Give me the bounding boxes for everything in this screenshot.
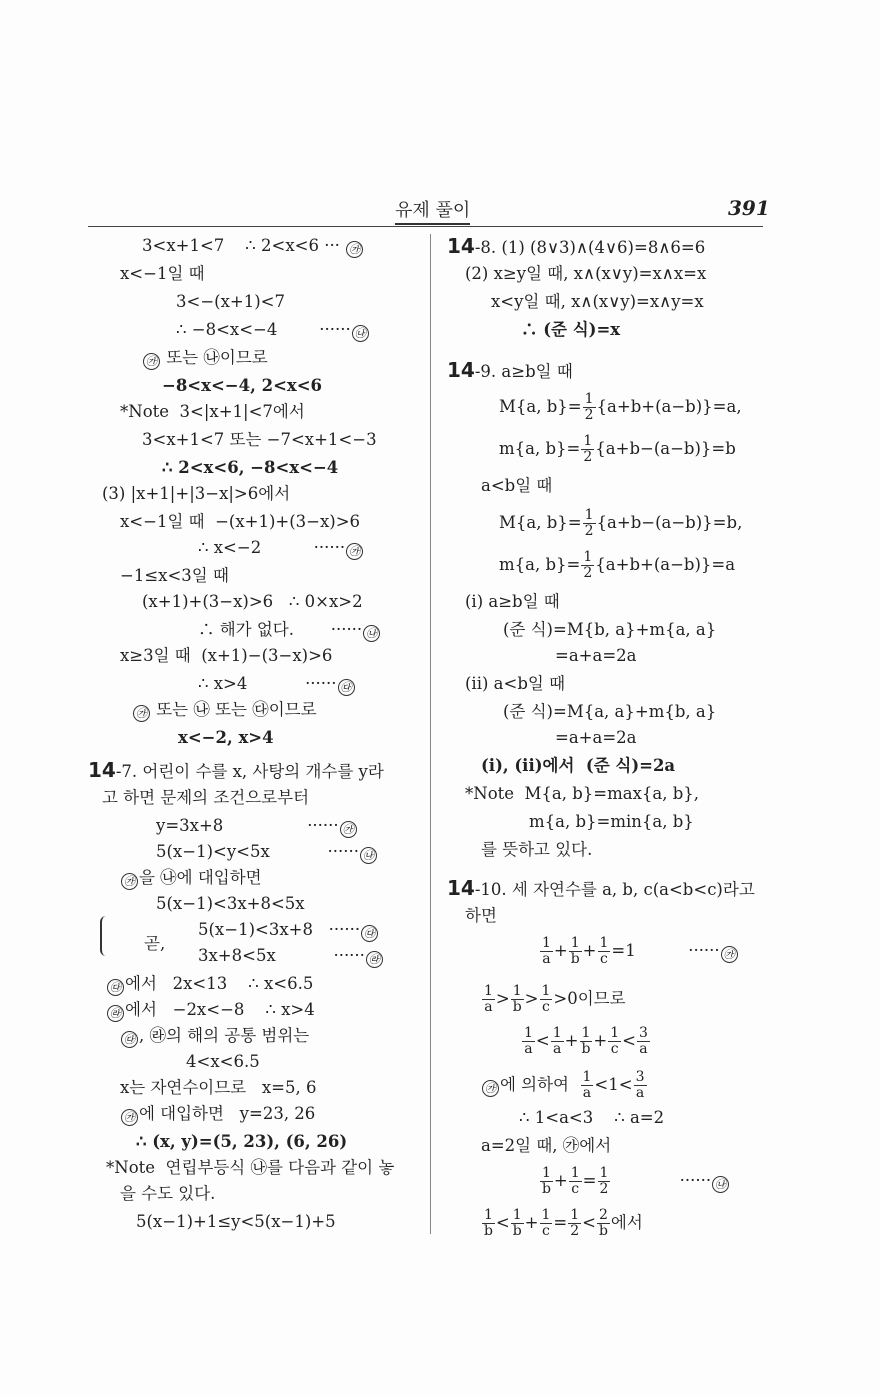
line-text: x<y일 때, x∧(x∨y)=x∧y=x	[491, 292, 704, 311]
text-line	[120, 646, 332, 666]
circled-mark: ㉮	[121, 1109, 138, 1126]
denominator: a	[639, 1041, 648, 1057]
line-text: a=2일 때, ㉮에서	[481, 1136, 612, 1155]
circled-mark: ㉯	[360, 847, 377, 864]
line-text: 에 의하여	[500, 1075, 580, 1094]
line-text: −8<x<−4, 2<x<6	[162, 376, 323, 395]
circled-mark: ㉮	[133, 705, 150, 722]
line-text: x<−1일 때 −(x+1)+(3−x)>6	[120, 512, 361, 531]
numerator: 1	[542, 935, 551, 951]
line-text: ∴ 1<a<3 ∴ a=2	[519, 1108, 665, 1127]
operator: +	[582, 941, 597, 960]
line-text: 하면	[465, 906, 497, 925]
denominator: c	[571, 1181, 580, 1197]
line-text: *Note 연립부등식 ㉯를 다음과 같이 놓	[106, 1158, 395, 1177]
text-line	[539, 936, 739, 967]
fraction	[482, 984, 495, 1015]
circled-mark: ㉰	[361, 925, 378, 942]
line-text: 3<x+1<7 또는 −7<x+1<−3	[142, 430, 377, 449]
text-line	[106, 1000, 315, 1022]
fraction	[580, 1026, 593, 1057]
text-line	[120, 868, 262, 890]
circled-mark: ㉰	[107, 979, 124, 996]
line-text: 또는 ㉯ 또는 ㉰이므로	[151, 700, 317, 719]
text-line	[106, 1158, 394, 1178]
numerator: 3	[635, 1069, 645, 1085]
denominator: b	[483, 1223, 493, 1239]
text-line	[144, 934, 165, 954]
line-text: ∴ (x, y)=(5, 23), (6, 26)	[136, 1132, 348, 1151]
line-text: m{a, b}=	[499, 439, 581, 458]
text-line	[521, 320, 620, 340]
text-line	[156, 816, 358, 838]
text-line	[120, 1078, 316, 1098]
operator: +	[553, 941, 568, 960]
fraction	[540, 1208, 553, 1239]
text-line	[198, 674, 356, 696]
denominator: b	[541, 1181, 551, 1197]
fraction	[597, 1208, 610, 1239]
numerator: 1	[570, 1207, 580, 1223]
line-text: (준 식)=M{b, a}+m{a, a}	[503, 620, 717, 639]
circled-mark: ㉮	[346, 241, 363, 258]
line-text: ∴ (준 식)=x	[521, 320, 621, 339]
text-line	[499, 508, 742, 539]
line-text: , ㉱의 해의 공통 범위는	[139, 1026, 310, 1045]
operator: <	[495, 1213, 510, 1232]
operator: +	[524, 1213, 539, 1232]
line-text: 5(x−1)+1≤y<5(x−1)+5	[136, 1212, 336, 1231]
circled-mark: ㉮	[482, 1080, 499, 1097]
circled-mark: ㉮	[143, 353, 160, 370]
text-line	[162, 458, 338, 478]
problem-number: 14	[447, 358, 475, 382]
text-line	[465, 674, 565, 694]
text-line	[120, 1104, 315, 1126]
denominator: b	[570, 951, 580, 967]
circled-mark: ㉮	[340, 821, 357, 838]
denominator: c	[610, 1041, 619, 1057]
leader-dots: ······	[611, 1171, 712, 1190]
circled-mark: ㉯	[352, 325, 369, 342]
line-text: 고 하면 문제의 조건으로부터	[102, 788, 310, 807]
text-line	[156, 842, 378, 864]
circled-mark: ㉱	[107, 1005, 124, 1022]
text-line	[503, 620, 716, 640]
text-line	[539, 1166, 730, 1197]
line-text: (i) a≥b일 때	[465, 592, 560, 611]
problem-number: 14	[88, 758, 116, 782]
line-text: (준 식)=M{a, a}+m{b, a}	[503, 702, 717, 721]
line-text: ∴ x>4 ······	[198, 674, 337, 693]
numerator: 2	[599, 1207, 608, 1223]
text-line	[555, 646, 637, 666]
text-line	[519, 1108, 664, 1128]
denominator: c	[542, 1223, 550, 1239]
text-line	[465, 906, 497, 926]
fraction	[583, 508, 596, 539]
line-text: m{a, b}=	[499, 555, 581, 574]
column-divider	[430, 234, 431, 1234]
problem-number: 14	[447, 876, 475, 900]
fraction	[581, 550, 594, 581]
fraction	[608, 1026, 621, 1057]
text-line	[198, 946, 384, 968]
operator: <	[622, 1031, 636, 1050]
fraction	[551, 1026, 564, 1057]
text-line	[481, 1208, 643, 1239]
line-text: (2) x≥y일 때, x∧(x∨y)=x∧x=x	[465, 264, 707, 283]
page-number: 391	[728, 196, 770, 220]
denominator: 2	[584, 523, 594, 539]
text-line	[186, 1052, 260, 1072]
line-text: =a+a=2a	[555, 728, 637, 747]
fraction	[581, 434, 594, 465]
numerator: 1	[541, 983, 551, 999]
numerator: 1	[581, 1025, 591, 1041]
text-line	[481, 476, 552, 496]
line-text: 을 수도 있다.	[120, 1184, 216, 1203]
line-text: a<b일 때	[481, 476, 553, 495]
fraction	[482, 1208, 495, 1239]
fraction	[522, 1026, 535, 1057]
text-line	[162, 376, 322, 396]
line-text: 3x+8<5x ······	[198, 946, 365, 965]
text-line	[491, 292, 704, 312]
line-text: 을 ㉯에 대입하면	[139, 868, 262, 887]
numerator: 1	[583, 549, 593, 565]
numerator: 1	[570, 1165, 580, 1181]
text-line	[481, 984, 626, 1015]
line-text: ∴ 2<x<6, −8<x<−4	[162, 458, 339, 477]
text-line	[120, 566, 229, 586]
text-line	[465, 592, 560, 612]
line-text: 5(x−1)<y<5x ······	[156, 842, 359, 861]
line-text: 에서 −2x<−8 ∴ x>4	[125, 1000, 315, 1019]
line-text: x≥3일 때 (x+1)−(3−x)>6	[120, 646, 333, 665]
circled-mark: ㉯	[712, 1176, 729, 1193]
fraction	[581, 1070, 594, 1101]
line-text: 또는 ㉯이므로	[161, 348, 268, 367]
line-text: M{a, b}=	[499, 397, 582, 416]
text-line	[447, 360, 573, 382]
text-line	[120, 1184, 215, 1204]
operator: <	[535, 1031, 550, 1050]
denominator: b	[581, 1041, 591, 1057]
fraction	[568, 1208, 581, 1239]
numerator: 1	[552, 1025, 562, 1041]
numerator: 1	[542, 1165, 551, 1181]
denominator: 2	[583, 565, 593, 581]
text-line	[156, 894, 305, 914]
text-line	[198, 920, 379, 942]
operator: =1	[611, 941, 636, 960]
text-line	[106, 974, 313, 996]
operator: 에서	[610, 1213, 643, 1232]
denominator: 2	[583, 449, 593, 465]
line-text: m{a, b}=min{a, b}	[529, 812, 694, 831]
text-line	[142, 348, 268, 370]
operator: <	[582, 1213, 596, 1232]
text-line	[102, 788, 309, 808]
line-text: 5(x−1)<3x+8 ······	[198, 920, 361, 939]
numerator: 1	[610, 1025, 620, 1041]
line-text: (3) |x+1|+|3−x|>6에서	[102, 484, 291, 503]
denominator: c	[542, 999, 550, 1015]
numerator: 1	[582, 1069, 592, 1085]
line-text: 5(x−1)<3x+8<5x	[156, 894, 305, 913]
line-text: -7. 어린이 수를 x, 사탕의 개수를 y라	[115, 762, 384, 781]
circled-mark: ㉯	[363, 625, 380, 642]
numerator: 1	[524, 1025, 533, 1041]
text-line	[481, 756, 675, 776]
text-line	[176, 292, 285, 312]
line-text: −1≤x<3일 때	[120, 566, 229, 585]
numerator: 1	[484, 983, 493, 999]
denominator: 2	[570, 1223, 580, 1239]
text-line	[499, 550, 735, 581]
text-line	[142, 236, 364, 258]
fraction	[540, 1166, 553, 1197]
denominator: a	[524, 1041, 533, 1057]
denominator: a	[484, 999, 493, 1015]
text-line	[176, 320, 370, 342]
line-text: ∴ −8<x<−4 ······	[176, 320, 351, 339]
line-text: 3<x+1<7 ∴ 2<x<6 ···	[142, 236, 346, 255]
operator: >	[495, 989, 510, 1008]
line-text: 에 대입하면 y=23, 26	[139, 1104, 316, 1123]
text-line	[481, 1070, 648, 1101]
fraction	[569, 1166, 582, 1197]
fraction	[540, 984, 553, 1015]
denominator: b	[598, 1223, 608, 1239]
line-text: {a+b+(a−b)}=a,	[596, 397, 742, 416]
line-text: =a+a=2a	[555, 646, 637, 665]
text-line	[132, 700, 317, 722]
line-text: -8. (1) (8∨3)∧(4∨6)=8∧6=6	[474, 238, 706, 257]
header-rule	[88, 226, 763, 227]
text-line	[88, 760, 384, 782]
text-line	[465, 264, 706, 284]
line-text: -9. a≥b일 때	[474, 362, 573, 381]
text-line	[499, 392, 742, 423]
line-text: x<−1일 때	[120, 264, 205, 283]
numerator: 1	[583, 433, 593, 449]
operator: +	[593, 1031, 608, 1050]
numerator: 1	[512, 1207, 522, 1223]
line-text: ∴ 해가 없다. ······	[198, 620, 363, 639]
text-line	[521, 1026, 651, 1057]
circled-mark: ㉰	[338, 679, 355, 696]
numerator: 1	[512, 983, 522, 999]
fraction	[569, 936, 582, 967]
denominator: a	[542, 951, 551, 967]
text-line	[447, 236, 705, 258]
denominator: b	[512, 999, 522, 1015]
fraction	[598, 936, 611, 967]
operator: >0이므로	[553, 989, 626, 1008]
text-line	[102, 484, 290, 504]
denominator: 2	[584, 407, 594, 423]
circled-mark: ㉰	[121, 1031, 138, 1048]
text-line	[120, 402, 305, 422]
text-line	[481, 840, 592, 860]
system-brace	[100, 916, 110, 956]
text-line	[136, 1212, 336, 1232]
numerator: 1	[570, 935, 580, 951]
numerator: 1	[599, 935, 609, 951]
line-text: {a+b−(a−b)}=b	[595, 439, 736, 458]
text-line	[447, 878, 755, 900]
fraction	[540, 936, 553, 967]
line-text: 3<−(x+1)<7	[176, 292, 285, 311]
denominator: a	[553, 1041, 562, 1057]
fraction	[637, 1026, 650, 1057]
text-line	[142, 430, 377, 450]
circled-mark: ㉮	[121, 873, 138, 890]
line-text: -10. 세 자연수를 a, b, c(a<b<c)라고	[474, 880, 755, 899]
numerator: 3	[639, 1025, 648, 1041]
text-line	[481, 1136, 611, 1156]
operator: +	[553, 1171, 568, 1190]
operator: =	[553, 1213, 568, 1232]
denominator: 2	[599, 1181, 609, 1197]
text-line	[120, 1026, 309, 1048]
text-line	[136, 1132, 347, 1152]
operator: <1<	[594, 1075, 633, 1094]
leader-dots: ······	[635, 941, 720, 960]
text-line	[120, 512, 360, 532]
text-line	[503, 702, 716, 722]
text-line	[198, 538, 364, 560]
text-line	[120, 264, 205, 284]
text-line	[198, 620, 381, 642]
text-line	[529, 812, 694, 832]
line-text: *Note M{a, b}=max{a, b},	[465, 784, 700, 803]
denominator: c	[600, 951, 608, 967]
line-text: (x+1)+(3−x)>6 ∴ 0×x>2	[142, 592, 363, 611]
line-text: 에서 2x<13 ∴ x<6.5	[125, 974, 314, 993]
line-text: M{a, b}=	[499, 513, 582, 532]
line-text: 4<x<6.5	[186, 1052, 260, 1071]
circled-mark: ㉮	[721, 946, 738, 963]
line-text: (ii) a<b일 때	[465, 674, 566, 693]
line-text: {a+b−(a−b)}=b,	[596, 513, 743, 532]
line-text: ∴ x<−2 ······	[198, 538, 346, 557]
operator: +	[564, 1031, 579, 1050]
denominator: a	[635, 1085, 645, 1101]
line-text: *Note 3<|x+1|<7에서	[120, 402, 305, 421]
circled-mark: ㉮	[346, 543, 363, 560]
denominator: b	[512, 1223, 522, 1239]
numerator: 1	[584, 507, 594, 523]
numerator: 1	[484, 1207, 493, 1223]
line-text: {a+b+(a−b)}=a	[595, 555, 736, 574]
denominator: a	[582, 1085, 592, 1101]
fraction	[511, 984, 524, 1015]
numerator: 1	[599, 1165, 609, 1181]
circled-mark: ㉱	[366, 951, 383, 968]
line-text: x는 자연수이므로 x=5, 6	[120, 1078, 317, 1097]
page-title: 유제 풀이	[395, 196, 470, 225]
line-text: 곧,	[144, 934, 166, 953]
text-line	[499, 434, 736, 465]
fraction	[598, 1166, 611, 1197]
fraction	[634, 1070, 647, 1101]
operator: >	[524, 989, 539, 1008]
line-text: y=3x+8 ······	[156, 816, 339, 835]
operator: =	[582, 1171, 597, 1190]
text-line	[555, 728, 637, 748]
line-text: (i), (ii)에서 (준 식)=2a	[481, 756, 676, 775]
problem-number: 14	[447, 234, 475, 258]
fraction	[511, 1208, 524, 1239]
numerator: 1	[584, 391, 594, 407]
text-line	[142, 592, 363, 612]
fraction	[583, 392, 596, 423]
text-line	[465, 784, 699, 804]
line-text: x<−2, x>4	[178, 728, 274, 747]
numerator: 1	[541, 1207, 551, 1223]
line-text: 를 뜻하고 있다.	[481, 840, 593, 859]
text-line	[178, 728, 274, 748]
